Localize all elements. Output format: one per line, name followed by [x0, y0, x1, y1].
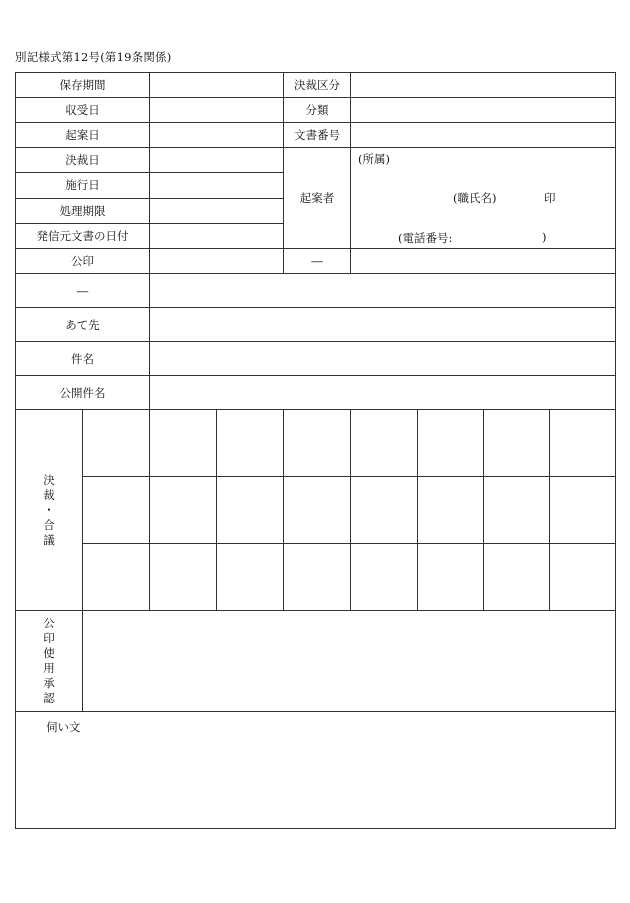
approval-cell[interactable] [217, 544, 284, 611]
drafter-seal: 印 [544, 191, 556, 205]
field-document-number[interactable] [351, 123, 616, 148]
row-addressee [16, 308, 616, 342]
approval-cell[interactable] [150, 410, 217, 477]
drafter-phone: (電話番号: [398, 231, 453, 245]
field-public-subject[interactable] [150, 376, 616, 410]
label-processing-deadline: 処理期限 [16, 198, 150, 223]
field-subject[interactable] [150, 342, 616, 376]
label-decision-date: 決裁日 [16, 148, 150, 173]
field-processing-deadline[interactable] [150, 198, 284, 223]
row-memo [16, 712, 616, 829]
field-memo[interactable] [16, 712, 616, 829]
label-decision-category: 決裁区分 [284, 73, 351, 98]
form-title: 別記様式第12号(第19条関係) [15, 50, 172, 64]
approval-row-3 [16, 544, 616, 611]
approval-cell[interactable] [83, 477, 150, 544]
approval-cell[interactable] [418, 544, 484, 611]
label-source-document-date: 発信元文書の日付 [16, 223, 150, 248]
approval-cell[interactable] [550, 410, 616, 477]
approval-cell[interactable] [550, 477, 616, 544]
approval-cell[interactable] [484, 477, 550, 544]
row-public-subject [16, 376, 616, 410]
approval-row-1 [16, 410, 616, 477]
label-document-number: 文書番号 [284, 123, 351, 148]
approval-cell[interactable] [284, 477, 351, 544]
approval-cell[interactable] [150, 477, 217, 544]
label-received-date: 収受日 [16, 98, 150, 123]
approval-cell[interactable] [418, 477, 484, 544]
field-decision-date[interactable] [150, 148, 284, 173]
label-memo: 伺い文 [46, 720, 81, 734]
label-enforcement-date: 施行日 [16, 173, 150, 198]
row-decision [16, 148, 616, 173]
drafter-name: (職氏名) [453, 191, 497, 205]
approval-cell[interactable] [484, 410, 550, 477]
field-dash[interactable] [150, 274, 616, 308]
field-draft-date[interactable] [150, 123, 284, 148]
approval-cell[interactable] [217, 477, 284, 544]
approval-cell[interactable] [351, 410, 418, 477]
field-official-seal[interactable] [150, 249, 284, 274]
approval-cell[interactable] [351, 544, 418, 611]
approval-cell[interactable] [83, 544, 150, 611]
approval-cell[interactable] [83, 410, 150, 477]
field-decision-category[interactable] [351, 73, 616, 98]
row-subject [16, 342, 616, 376]
label-seal-approval: 公 印 使 用 承 認 [16, 611, 83, 712]
label-draft-date: 起案日 [16, 123, 150, 148]
row-dash [16, 274, 616, 308]
label-drafter: 起案者 [284, 148, 351, 249]
label-subject: 件名 [16, 342, 150, 376]
approval-cell[interactable] [351, 477, 418, 544]
label-approval: 決 裁 ・ 合 議 [16, 410, 83, 611]
approval-cell[interactable] [484, 544, 550, 611]
approval-cell[interactable] [550, 544, 616, 611]
field-received-date[interactable] [150, 98, 284, 123]
approval-cell[interactable] [217, 410, 284, 477]
field-seal-approval[interactable] [83, 611, 616, 712]
dash-cell: ― [284, 249, 351, 274]
label-official-seal: 公印 [16, 249, 150, 274]
approval-form-table [15, 72, 616, 829]
label-addressee: あて先 [16, 308, 150, 342]
approval-cell[interactable] [150, 544, 217, 611]
row-seal-approval [16, 611, 616, 712]
field-classification[interactable] [351, 98, 616, 123]
row-retention [16, 73, 616, 98]
approval-cell[interactable] [284, 410, 351, 477]
dash-label: ― [16, 274, 150, 308]
row-received [16, 98, 616, 123]
label-retention-period: 保存期間 [16, 73, 150, 98]
field-drafter[interactable] [351, 148, 616, 249]
approval-cell[interactable] [418, 410, 484, 477]
field-addressee[interactable] [150, 308, 616, 342]
approval-row-2 [16, 477, 616, 544]
drafter-affiliation: (所属) [358, 152, 390, 166]
row-seal [16, 249, 616, 274]
approval-cell[interactable] [284, 544, 351, 611]
field-retention-period[interactable] [150, 73, 284, 98]
field-enforcement-date[interactable] [150, 173, 284, 198]
label-classification: 分類 [284, 98, 351, 123]
field-source-document-date[interactable] [150, 223, 284, 248]
row-draft [16, 123, 616, 148]
field-seal-extra[interactable] [351, 249, 616, 274]
drafter-phone-close: ) [542, 230, 547, 244]
label-public-subject: 公開件名 [16, 376, 150, 410]
